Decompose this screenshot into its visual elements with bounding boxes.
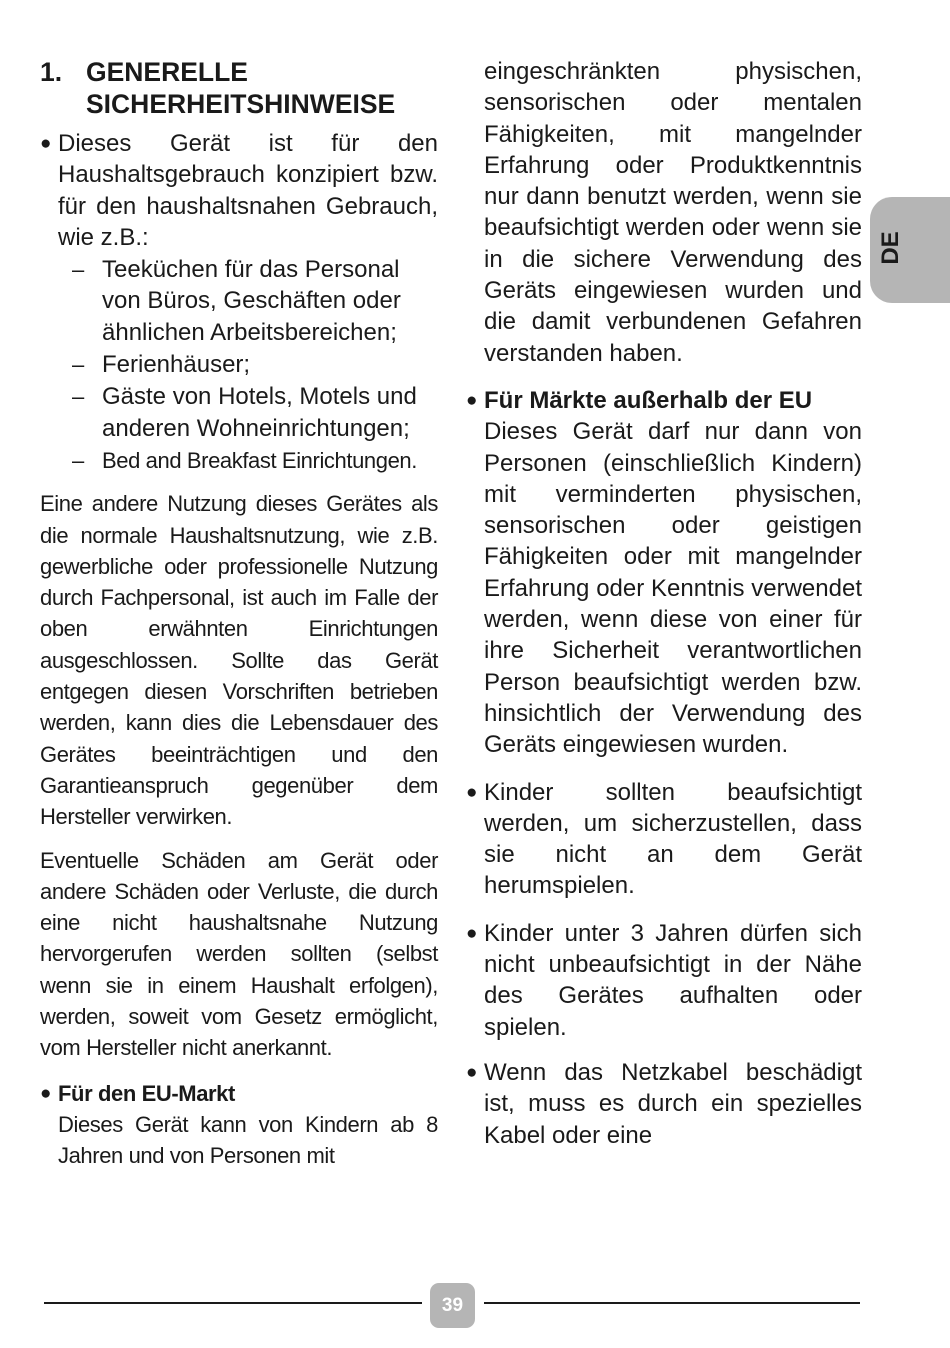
- bullet-non-eu-heading: Für Märkte außerhalb der EU: [484, 386, 813, 414]
- bullet-eu-text-continued: eingeschränkten physischen, sensorischen oder mentalen Fähigkeiten, mit mangelnder Erfahrung oder Produktkenntnis nur dann benutzt werden, wenn sie beaufsichtigt werden oder wenn sie in die sichere Verwendung des Geräts eingewiesen wurden und die damit verbundenen Gefahren verstanden haben.: [484, 58, 862, 367]
- page-number-badge: 39: [430, 1283, 475, 1328]
- dash-marker: –: [72, 257, 85, 283]
- dash-marker: –: [72, 352, 85, 378]
- section-title-line1: GENERELLE: [86, 57, 248, 87]
- bullet-power-cable: [466, 1057, 862, 1151]
- section-heading: [40, 56, 438, 120]
- bullet-children-supervise-text: Kinder sollten beaufsichtigt werden, um sicherzustellen, dass sie nicht an dem Gerät herumspielen.: [484, 778, 862, 900]
- language-tab-label: DE: [877, 231, 904, 265]
- list-item-text: Gäste von Hotels, Motels und anderen Wohneinrichtungen;: [102, 383, 417, 442]
- list-item: [58, 381, 438, 444]
- bullet-dot: ●: [40, 1082, 52, 1104]
- bullet-eu-continued: [466, 56, 862, 369]
- footer-divider-right: [484, 1302, 860, 1304]
- bullet-eu-market: [40, 1078, 438, 1172]
- language-tab: [870, 197, 950, 303]
- section-title: [86, 56, 395, 120]
- section-title-line2: SICHERHEITSHINWEISE: [86, 89, 396, 119]
- dash-marker: –: [72, 384, 85, 410]
- bullet-dot: ●: [466, 781, 478, 803]
- bullet-power-cable-text: Wenn das Netzkabel beschädigt ist, muss es durch ein spezielles Kabel oder eine: [484, 1058, 862, 1149]
- list-item: [58, 254, 438, 348]
- bullet-children-supervise: [466, 777, 862, 902]
- list-item-text: Ferienhäuser;: [102, 351, 251, 379]
- section-number: 1.: [40, 57, 63, 87]
- bullet-children-under-3-text: Kinder unter 3 Jahren dürfen sich nicht unbeaufsichtigt in der Nähe des Gerätes aufhalten oder spielen.: [484, 919, 862, 1041]
- list-item: [58, 349, 438, 380]
- bullet-eu-heading: Für den EU-Markt: [58, 1080, 235, 1106]
- list-item: [58, 445, 438, 476]
- list-item-text: Teeküchen für das Personal von Büros, Geschäften oder ähnlichen Arbeitsbereichen;: [102, 256, 401, 346]
- bullet-dot: ●: [40, 133, 52, 154]
- dash-marker: –: [72, 447, 85, 473]
- list-item-text: Bed and Breakfast Einrichtungen.: [102, 447, 417, 473]
- bullet-eu-text-start: Dieses Gerät kann von Kindern ab 8 Jahren und von Personen mit: [58, 1111, 438, 1169]
- left-column: [40, 56, 438, 1184]
- paragraph-other-use: Eine andere Nutzung dieses Gerätes als die normale Haushaltsnutzung, wie z.B. gewerbliche oder professionelle Nutzung durch Fachpersonal, ist auch im Falle der oben erwähnten Einrichtungen ausgeschlossen. Sollte das Gerät entgegen diesen Vorschriften betrieben werden, kann dies die Lebensdauer des Gerätes beeinträchtigen und den Garantieanspruch gegenüber dem Hersteller verwirken.: [40, 491, 438, 830]
- bullet-non-eu-markets: [466, 385, 862, 761]
- bullet-dot: ●: [466, 389, 478, 411]
- bullet-non-eu-text: Dieses Gerät darf nur dann von Personen (einschließlich Kindern) mit verminderten physischen, sensorischen oder geistigen Fähigkeiten oder mit mangelnder Erfahrung oder Kenntnis verwendet werden, wenn diese von einer für ihre Sicherheit verantwortlichen Person beaufsichtigt werden bzw. hinsichtlich der Verwendung des Geräts eingewiesen wurden.: [484, 418, 862, 759]
- bullet-children-under-3: [466, 918, 862, 1043]
- bullet-household-use: [40, 128, 438, 476]
- paragraph-damages: Eventuelle Schäden am Gerät oder andere Schäden oder Verluste, die durch eine nicht haushaltsnahe Nutzung hervorgerufen werden sollten (selbst wenn sie in einem Haushalt erfolgen), werden, soweit vom Gesetz ermöglicht, vom Hersteller nicht anerkannt.: [40, 847, 438, 1061]
- footer-divider-left: [44, 1302, 422, 1304]
- bullet-dot: ●: [466, 922, 478, 944]
- bullet-household-text: Dieses Gerät ist für den Haushaltsgebrauch konzipiert bzw. für den haushaltsnahen Gebrauch, wie z.B.:: [58, 130, 438, 251]
- right-column: [466, 56, 862, 1163]
- bullet-dot: ●: [466, 1061, 478, 1083]
